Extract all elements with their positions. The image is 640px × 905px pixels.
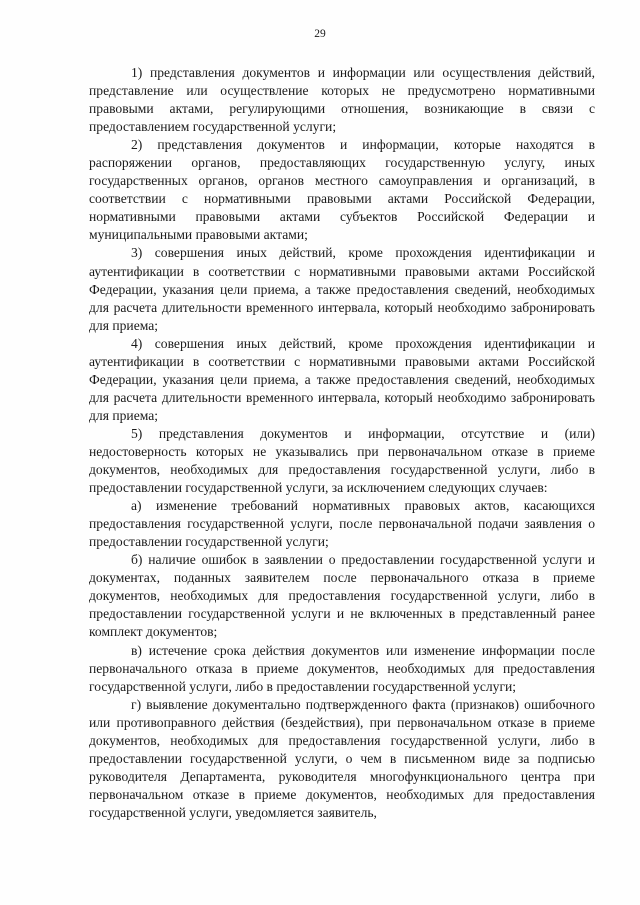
paragraph-2: 2) представления документов и информации, которые находятся в распоряжении органов, предоставляющих государственную услугу, иных государственных органов, органов местного самоуправления и организаций, в соответствии с нормативными правовыми актами Российской Федерации, нормативными правовыми актами субъектов Российской Федерации и муниципальными правовыми актами; — [89, 137, 595, 243]
document-body — [89, 64, 595, 822]
paragraph-5: 5) представления документов и информации, отсутствие и (или) недостоверность которых не указывались при первоначальном отказе в приеме документов, необходимых для предоставления государственной услуги, либо в предоставлении государственной услуги, за исключением следующих случаев: — [89, 425, 595, 496]
subparagraph-v: в) истечение срока действия документов или изменение информации после первоначального отказа в приеме документов, необходимых для предоставления государственной услуги, либо в предоставлении государственной услуги; — [89, 642, 595, 694]
subparagraph-g: г) выявление документально подтвержденного факта (признаков) ошибочного или противоправного действия (бездействия), при первоначальном отказе в приеме документов, необходимых для предоставления государственной услуги, либо в предоставлении государственной услуги, о чем в письменном виде за подписью руководителя Департамента, руководителя многофункционального центра при первоначальном отказе в приеме документов, необходимых для предоставления государственной услуги, уведомляется заявитель, — [89, 696, 595, 820]
paragraph-4: 4) совершения иных действий, кроме прохождения идентификации и аутентификации в соответствии с нормативными правовыми актами Российской Федерации, указания цели приема, а также предоставления сведений, необходимых для расчета длительности временного интервала, который необходимо забронировать для приема; — [89, 335, 595, 423]
paragraph-1: 1) представления документов и информации или осуществления действий, представление или осуществление которых не предусмотрено нормативными правовыми актами, регулирующими отношения, возникающие в связи с предоставлением государственной услуги; — [89, 65, 595, 135]
subparagraph-a: а) изменение требований нормативных правовых актов, касающихся предоставления государственной услуги, после первоначальной подачи заявления о предоставлении государственной услуги; — [89, 498, 595, 550]
subparagraph-b: б) наличие ошибок в заявлении о предоставлении государственной услуги и документах, поданных заявителем после первоначального отказа в приеме документов, необходимых для предоставления государственной услуги, либо в предоставлении государственной услуги и не включенных в представленный ранее комплект документов; — [89, 552, 595, 640]
paragraph-3: 3) совершения иных действий, кроме прохождения идентификации и аутентификации в соответствии с нормативными правовыми актами Российской Федерации, указания цели приема, а также предоставления сведений, необходимых для расчета длительности временного интервала, который необходимо забронировать для приема; — [89, 245, 595, 333]
page-number: 29 — [314, 28, 326, 40]
